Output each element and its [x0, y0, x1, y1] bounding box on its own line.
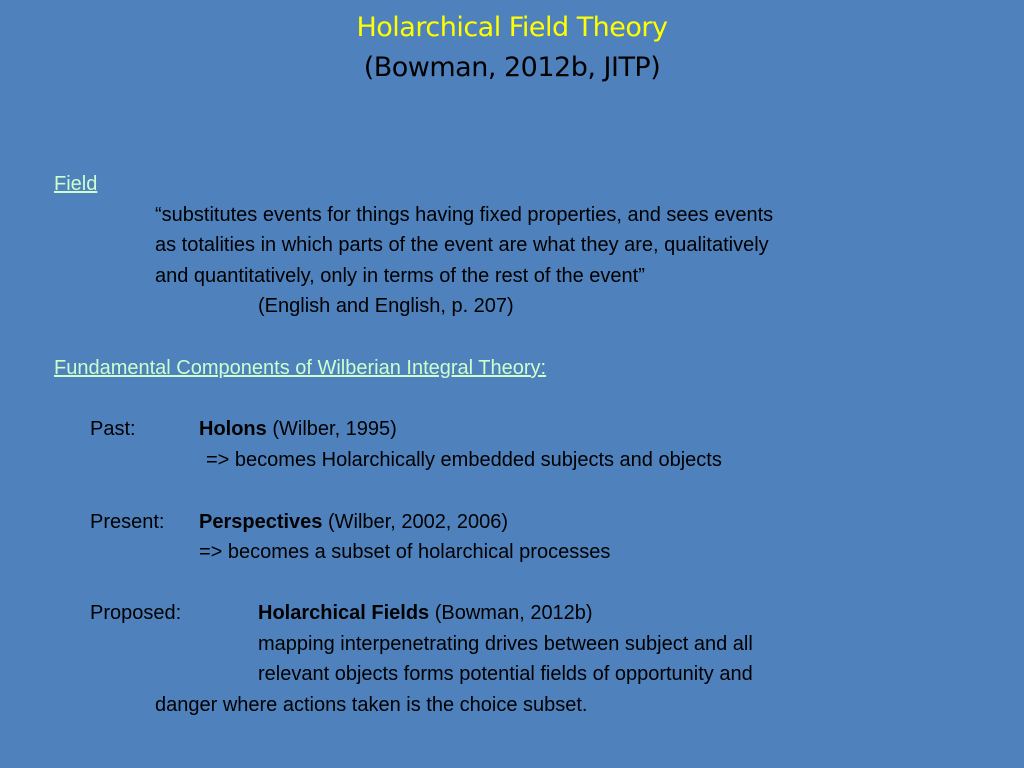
- present-term: Perspectives: [199, 511, 323, 533]
- proposed-entry: [258, 598, 593, 628]
- past-label: Past:: [90, 418, 136, 440]
- field-quote-line-3: and quantitatively, only in terms of the rest of the event”: [155, 265, 645, 287]
- present-entry: [199, 507, 508, 537]
- proposed-line-2: relevant objects forms potential fields of opportunity and: [258, 663, 753, 685]
- proposed-label: Proposed:: [90, 602, 182, 624]
- proposed-cite: (Bowman, 2012b): [429, 602, 593, 624]
- slide-title-block: [0, 8, 1024, 88]
- past-entry: [199, 414, 397, 444]
- present-note: => becomes a subset of holarchical processes: [199, 541, 611, 563]
- proposed-line-3: danger where actions taken is the choice subset.: [155, 694, 588, 716]
- field-quote-line-2: as totalities in which parts of the event are what they are, qualitatively: [155, 234, 769, 256]
- slide-subtitle: (Bowman, 2012b, JITP): [363, 52, 661, 83]
- field-citation: (English and English, p. 207): [258, 295, 514, 317]
- present-label: Present:: [90, 511, 165, 533]
- slide-title: Holarchical Field Theory: [356, 12, 668, 43]
- field-quote-line-1: “substitutes events for things having fixed properties, and sees events: [155, 204, 774, 226]
- past-term: Holons: [199, 418, 267, 440]
- field-heading-link[interactable]: Field: [54, 173, 98, 195]
- components-heading-link[interactable]: Fundamental Components of Wilberian Integral Theory:: [54, 357, 547, 379]
- present-cite: (Wilber, 2002, 2006): [322, 511, 509, 533]
- past-cite: (Wilber, 1995): [266, 418, 397, 440]
- proposed-term: Holarchical Fields: [258, 602, 430, 624]
- proposed-line-1: mapping interpenetrating drives between subject and all: [258, 633, 753, 655]
- past-note: => becomes Holarchically embedded subjects and objects: [206, 449, 722, 471]
